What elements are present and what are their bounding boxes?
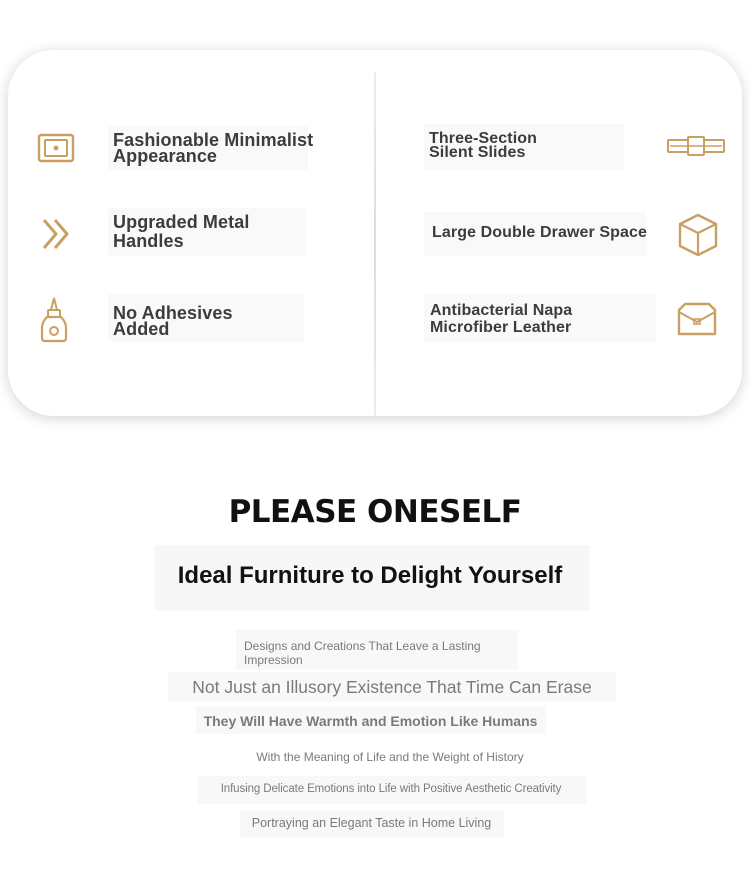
feature-label-slides: Three-Section Silent Slides: [429, 130, 537, 161]
feature-label-handles: Upgraded Metal Handles: [113, 212, 250, 251]
feature-label-leather: Antibacterial Napa Microfiber Leather: [430, 302, 573, 336]
page-subheadline: Ideal Furniture to Delight Yourself: [177, 562, 563, 589]
slogan-line: Not Just an Illusory Existence That Time Can Erase: [192, 677, 592, 697]
page-headline: PLEASE ONESELF: [228, 494, 522, 530]
leather-bag-icon: [675, 300, 719, 340]
slogan-line: Infusing Delicate Emotions into Life with Positive Aesthetic Creativity: [220, 783, 562, 795]
card-divider: [374, 72, 376, 416]
feature-label-adhesives: No Adhesives Added: [113, 303, 233, 339]
feature-label-drawer: Large Double Drawer Space: [432, 224, 648, 241]
slogan-line: With the Meaning of Life and the Weight of History: [256, 750, 524, 764]
feature-label-minimalist: Fashionable Minimalist Appearance: [113, 130, 314, 166]
framed-panel-icon: [36, 128, 76, 168]
slogan-line: Designs and Creations That Leave a Lasting Impression: [244, 639, 481, 667]
glue-bottle-icon: [34, 296, 74, 344]
double-chevron-right-icon: [36, 214, 76, 254]
slogan-line: They Will Have Warmth and Emotion Like Humans: [203, 713, 538, 729]
box-icon: [676, 212, 720, 258]
drawer-slide-icon: [666, 126, 726, 166]
slogan-line: Portraying an Elegant Taste in Home Living: [251, 816, 492, 830]
